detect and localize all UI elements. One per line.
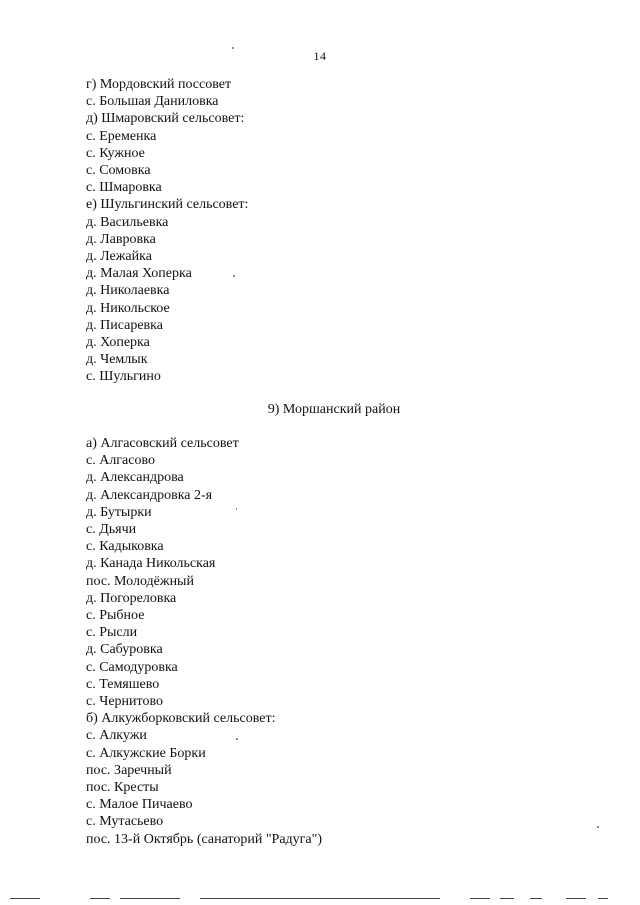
list-item: д. Лежайка bbox=[86, 249, 152, 265]
list-item: а) Алгасовский сельсовет bbox=[86, 436, 239, 451]
list-item: д. Писаревка bbox=[86, 317, 163, 333]
scan-speck bbox=[233, 275, 235, 277]
scan-speck bbox=[232, 47, 234, 49]
list-item: д. Бутырки bbox=[86, 504, 152, 520]
list-item: с. Дьячи bbox=[86, 522, 137, 538]
list-item: с. Рыбное bbox=[86, 608, 145, 624]
list-item: д. Малая Хоперка bbox=[86, 266, 192, 282]
list-item: д) Шмаровский сельсовет: bbox=[86, 111, 245, 127]
list-item: с. Темяшево bbox=[86, 676, 160, 692]
list-item: г) Мордовский поссовет bbox=[86, 77, 232, 92]
list-item: с. Сомовка bbox=[86, 163, 151, 179]
list-item: с. Рысли bbox=[86, 625, 138, 641]
list-item: д. Сабуровка bbox=[86, 642, 163, 658]
list-item: б) Алкужборковский сельсовет: bbox=[86, 711, 276, 727]
list-item: д. Лавровка bbox=[86, 231, 156, 247]
list-item: д. Хоперка bbox=[86, 335, 150, 351]
list-item: д. Александрова bbox=[86, 470, 184, 486]
scan-speck bbox=[236, 508, 237, 510]
locality-list-morshansky bbox=[86, 435, 322, 848]
list-item: с. Еременка bbox=[86, 128, 157, 144]
list-item: с. Алкужские Борки bbox=[86, 745, 206, 761]
list-item: пос. Кресты bbox=[86, 780, 159, 796]
section-heading: 9) Моршанский район bbox=[267, 402, 401, 417]
list-item: пос. 13-й Октябрь (санаторий "Радуга") bbox=[86, 831, 323, 847]
list-item: с. Самодуровка bbox=[86, 659, 178, 675]
list-item: е) Шульгинский сельсовет: bbox=[86, 197, 249, 213]
scan-speck bbox=[236, 738, 238, 740]
list-item: с. Малое Пичаево bbox=[86, 797, 193, 813]
list-item: д. Никольское bbox=[86, 300, 170, 316]
list-item: д. Александровка 2-я bbox=[86, 487, 213, 503]
list-item: с. Шульгино bbox=[86, 369, 161, 385]
list-item: с. Мутасьево bbox=[86, 814, 164, 830]
list-item: д. Васильевка bbox=[86, 214, 169, 230]
list-item: д. Погореловка bbox=[86, 590, 177, 606]
list-item: с. Кадыковка bbox=[86, 539, 164, 555]
page-number: 14 bbox=[313, 49, 327, 63]
list-item: с. Кужное bbox=[86, 145, 145, 161]
list-item: с. Алкужи bbox=[86, 728, 147, 744]
list-item: с. Шмаровка bbox=[86, 180, 162, 196]
list-item: д. Канада Никольская bbox=[86, 556, 216, 572]
scan-speck bbox=[597, 826, 599, 828]
scan-edge-artifact bbox=[0, 898, 640, 904]
locality-list-mordovsky bbox=[86, 76, 248, 386]
list-item: д. Николаевка bbox=[86, 283, 170, 299]
list-item: пос. Заречный bbox=[86, 762, 172, 778]
list-item: с. Большая Даниловка bbox=[86, 94, 219, 110]
list-item: д. Чемлык bbox=[86, 352, 148, 368]
list-item: с. Алгасово bbox=[86, 453, 155, 469]
list-item: пос. Молодёжный bbox=[86, 573, 194, 589]
list-item: с. Чернитово bbox=[86, 694, 163, 710]
